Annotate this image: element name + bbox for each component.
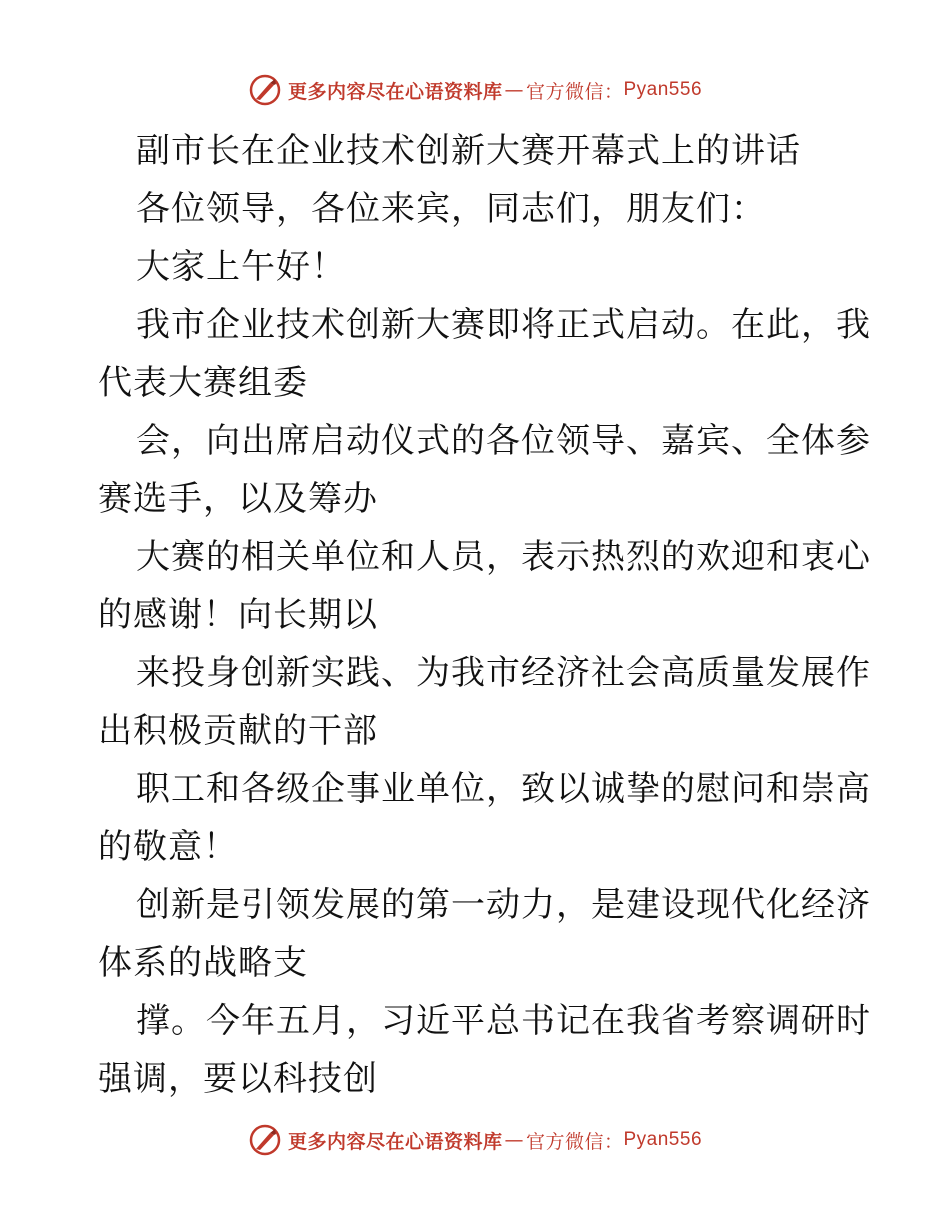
watermark-brand: 更多内容尽在心语资料库 — [287, 80, 503, 103]
text-line: 的敬意！ — [98, 827, 238, 867]
footer-watermark — [0, 1122, 950, 1158]
text-line: 大赛的相关单位和人员，表示热烈的欢迎和衷心 — [136, 537, 871, 577]
text-line: 大家上午好！ — [136, 247, 346, 287]
quill-pen-logo-icon — [248, 1123, 282, 1157]
header-watermark — [0, 72, 950, 108]
text-line: 的感谢！向长期以 — [98, 595, 378, 635]
text-line: 会，向出席启动仪式的各位领导、嘉宾、全体参 — [136, 421, 871, 461]
watermark-handle: Pyan556 — [623, 1129, 703, 1150]
text-line: 各位领导，各位来宾，同志们，朋友们： — [136, 189, 766, 229]
watermark-wechat-label: 官方微信： — [525, 1130, 624, 1153]
text-line: 我市企业技术创新大赛即将正式启动。在此，我 — [136, 305, 871, 345]
quill-pen-logo-icon — [248, 73, 282, 107]
watermark-brand: 更多内容尽在心语资料库 — [287, 1130, 503, 1153]
text-line: 出积极贡献的干部 — [98, 711, 378, 751]
watermark-separator: — — [504, 79, 524, 101]
document-body — [98, 122, 871, 1108]
text-line: 撑。今年五月，习近平总书记在我省考察调研时 — [136, 1001, 871, 1041]
document-title: 副市长在企业技术创新大赛开幕式上的讲话 — [136, 131, 801, 171]
watermark-handle: Pyan556 — [623, 79, 703, 100]
text-line: 赛选手，以及筹办 — [98, 479, 378, 519]
text-line: 创新是引领发展的第一动力，是建设现代化经济 — [136, 885, 871, 925]
text-line: 职工和各级企事业单位，致以诚挚的慰问和崇高 — [136, 769, 871, 809]
text-line: 强调，要以科技创 — [98, 1059, 378, 1099]
text-line: 体系的战略支 — [98, 943, 308, 983]
text-line: 来投身创新实践、为我市经济社会高质量发展作 — [136, 653, 871, 693]
watermark-wechat-label: 官方微信： — [525, 80, 624, 103]
text-line: 代表大赛组委 — [98, 363, 308, 403]
watermark-separator: — — [504, 1129, 524, 1151]
